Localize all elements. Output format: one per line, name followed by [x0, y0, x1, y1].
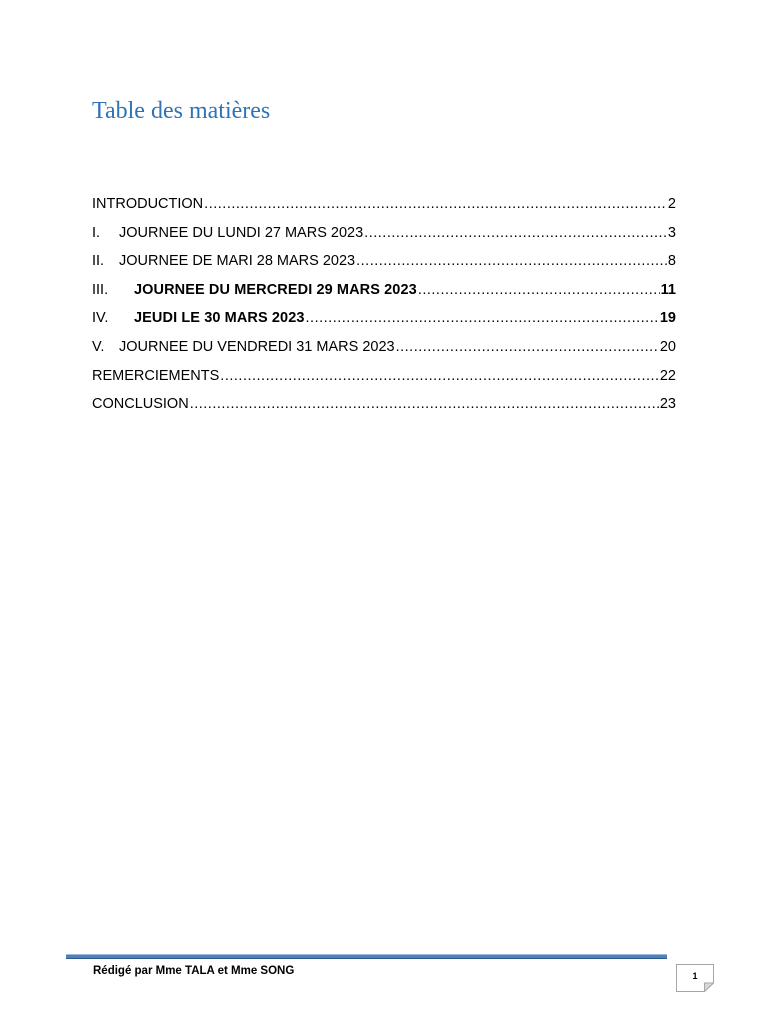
toc-entry[interactable]	[92, 339, 676, 368]
toc-entry-number: III.	[92, 281, 109, 298]
toc-entry-number: V.	[92, 338, 105, 355]
toc-entry-number: I.	[92, 224, 101, 241]
table-of-contents	[92, 196, 676, 425]
footer-author: Rédigé par Mme TALA et Mme SONG	[93, 965, 295, 977]
page-number-badge	[676, 964, 714, 992]
toc-entry-page: 22	[659, 367, 676, 384]
toc-entry-label: REMERCIEMENTS	[92, 367, 220, 384]
toc-dot-leader	[356, 253, 667, 269]
toc-entry[interactable]	[92, 282, 676, 311]
toc-entry-number: IV.	[92, 310, 109, 327]
toc-title: Table des matières	[92, 98, 271, 124]
toc-entry[interactable]	[92, 310, 676, 339]
toc-dot-leader	[396, 339, 659, 355]
toc-entry-page: 3	[667, 224, 676, 241]
toc-dot-leader	[220, 368, 659, 384]
toc-entry-page: 2	[667, 196, 676, 212]
toc-entry-page: 23	[659, 396, 676, 413]
toc-entry-label: JOURNEE DE MARI 28 MARS 2023	[119, 253, 356, 270]
toc-entry-page: 8	[667, 253, 676, 270]
toc-dot-leader	[306, 310, 659, 326]
toc-entry-page: 20	[659, 338, 676, 355]
toc-entry[interactable]	[92, 396, 676, 425]
toc-entry[interactable]	[92, 253, 676, 282]
toc-entry-label: JEUDI LE 30 MARS 2023	[134, 310, 305, 327]
page-number: 1	[692, 971, 698, 981]
toc-entry-label: JOURNEE DU MERCREDI 29 MARS 2023	[134, 281, 417, 298]
toc-entry[interactable]	[92, 196, 676, 225]
toc-entry-page: 19	[659, 310, 676, 327]
toc-entry-label: JOURNEE DU LUNDI 27 MARS 2023	[119, 224, 364, 241]
footer-rule	[66, 954, 667, 959]
toc-entry-label: JOURNEE DU VENDREDI 31 MARS 2023	[119, 338, 395, 355]
toc-entry-label: INTRODUCTION	[92, 196, 204, 212]
toc-dot-leader	[190, 396, 659, 412]
toc-entry-number: II.	[92, 253, 105, 270]
toc-dot-leader	[364, 225, 667, 241]
toc-entry[interactable]	[92, 368, 676, 397]
toc-entry[interactable]	[92, 225, 676, 254]
toc-dot-leader	[418, 282, 660, 298]
toc-entry-label: CONCLUSION	[92, 396, 189, 413]
toc-entry-page: 11	[660, 281, 676, 298]
toc-dot-leader	[204, 196, 667, 212]
